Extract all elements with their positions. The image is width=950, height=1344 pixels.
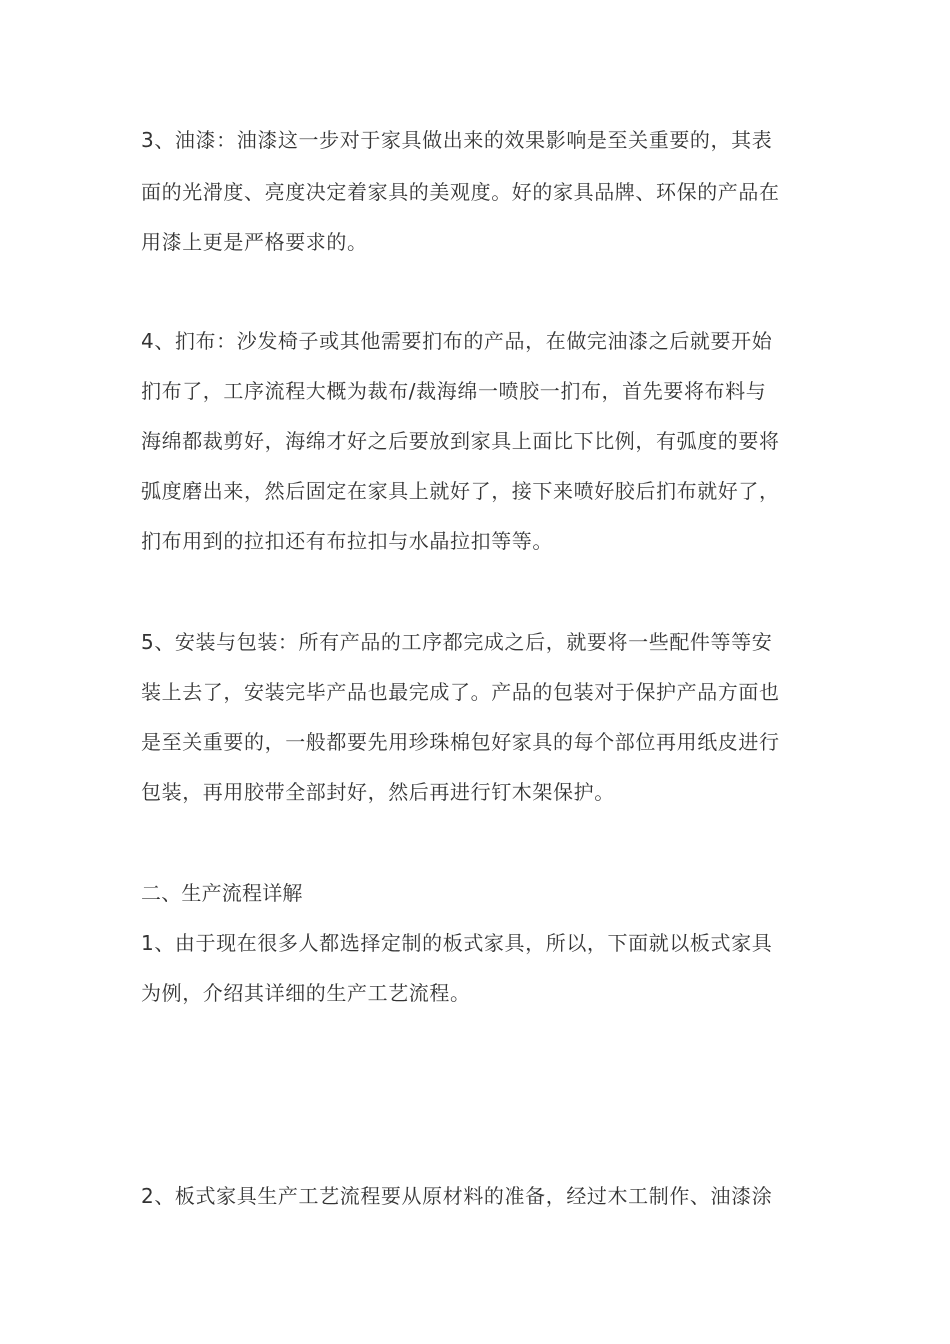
paragraph-line: 4、扪布：沙发椅子或其他需要扪布的产品，在做完油漆之后就要开始 — [141, 329, 773, 353]
paragraph-line: 面的光滑度、亮度决定着家具的美观度。好的家具品牌、环保的产品在 — [141, 180, 780, 204]
paragraph-line: 为例，介绍其详细的生产工艺流程。 — [141, 981, 471, 1005]
paragraph-line: 弧度磨出来，然后固定在家具上就好了，接下来喷好胶后扪布就好了， — [141, 479, 780, 503]
section-heading: 二、生产流程详解 — [141, 881, 303, 905]
paragraph-line: 1、由于现在很多人都选择定制的板式家具，所以，下面就以板式家具 — [141, 931, 773, 955]
paragraph-line: 海绵都裁剪好，海绵才好之后要放到家具上面比下比例，有弧度的要将 — [141, 429, 780, 453]
paragraph-line: 用漆上更是严格要求的。 — [141, 230, 368, 254]
paragraph-line: 5、安装与包装：所有产品的工序都完成之后，就要将一些配件等等安 — [141, 630, 773, 654]
paragraph-line: 扪布用到的拉扣还有布拉扣与水晶拉扣等等。 — [141, 529, 553, 553]
paragraph-line: 扪布了，工序流程大概为裁布/裁海绵一喷胶一扪布，首先要将布料与 — [141, 379, 767, 403]
paragraph-line: 2、板式家具生产工艺流程要从原材料的准备，经过木工制作、油漆涂 — [141, 1184, 773, 1208]
paragraph-line: 装上去了，安装完毕产品也最完成了。产品的包装对于保护产品方面也 — [141, 680, 780, 704]
paragraph-line: 是至关重要的，一般都要先用珍珠棉包好家具的每个部位再用纸皮进行 — [141, 730, 780, 754]
paragraph-line: 3、油漆：油漆这一步对于家具做出来的效果影响是至关重要的，其表 — [141, 128, 773, 152]
paragraph-line: 包装，再用胶带全部封好，然后再进行钉木架保护。 — [141, 780, 615, 804]
